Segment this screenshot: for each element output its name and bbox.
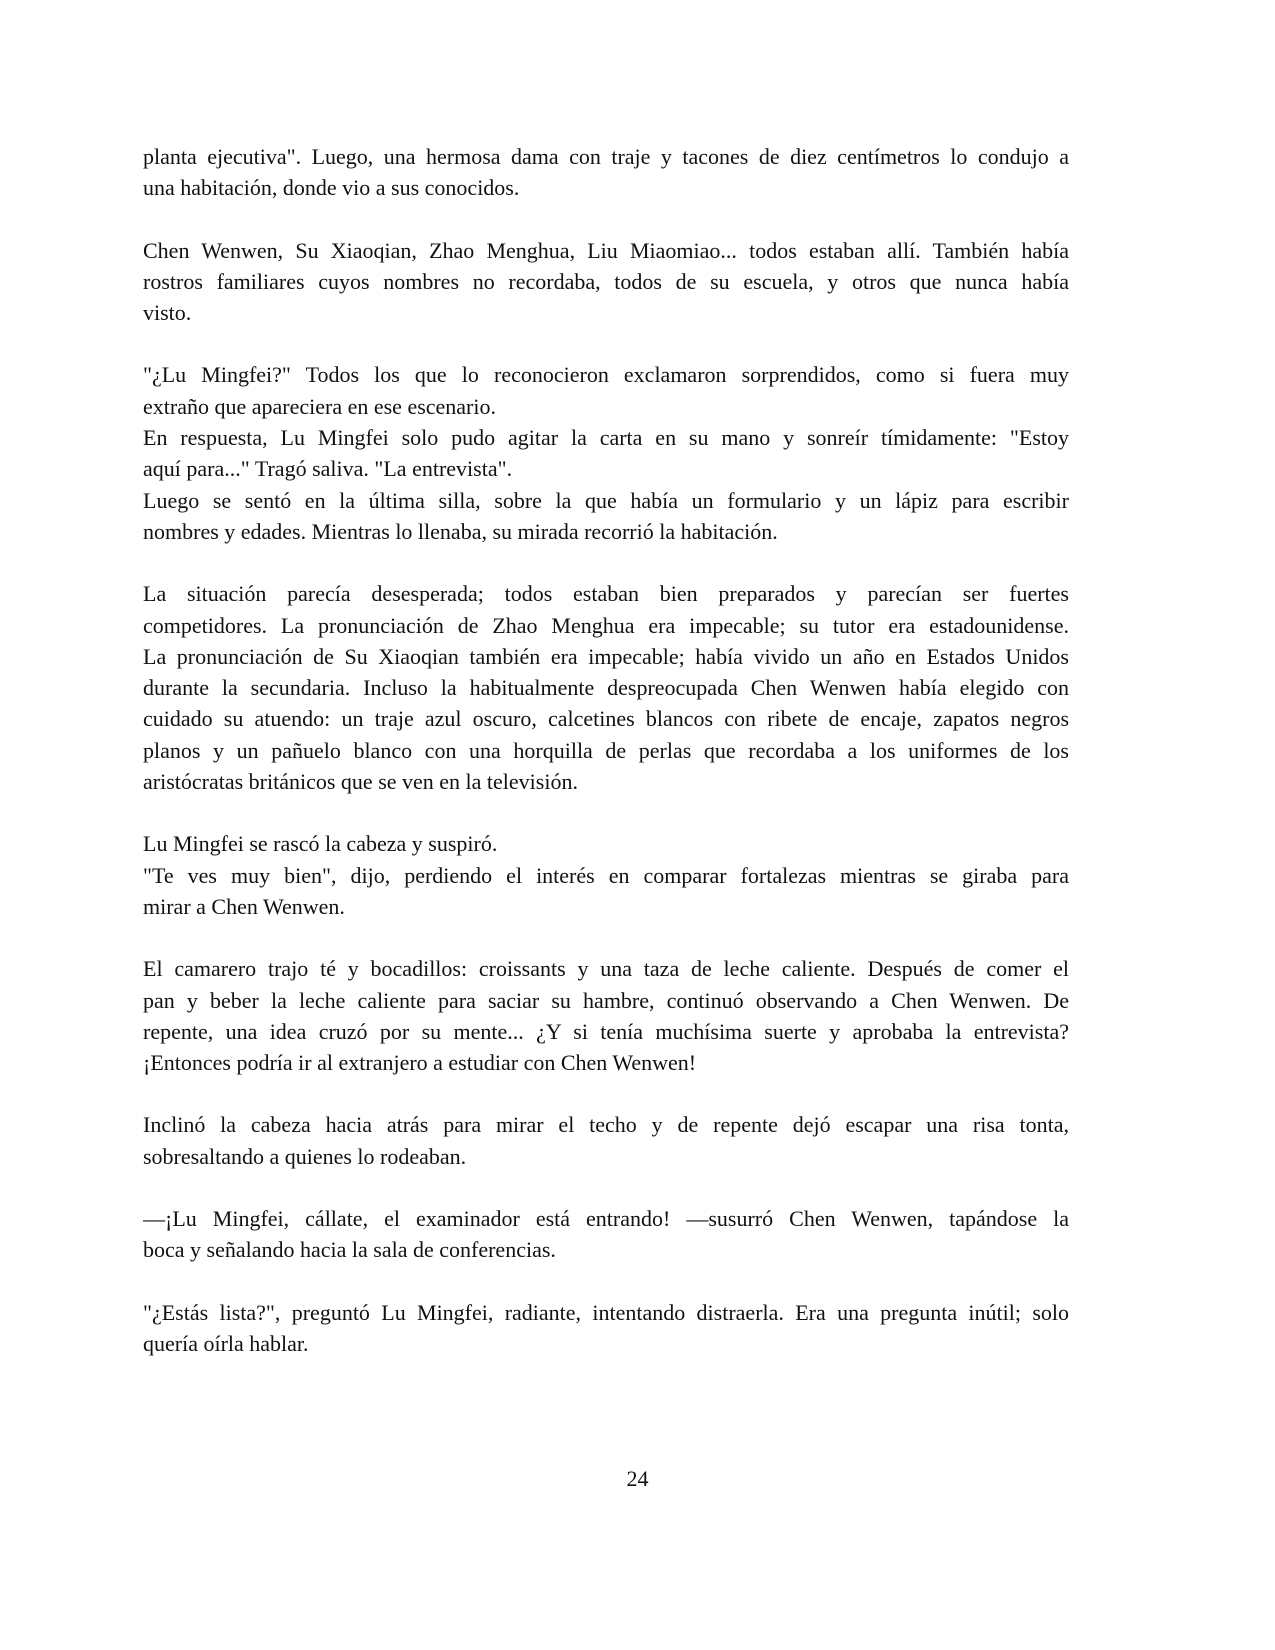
text-line: planos y un pañuelo blanco con una horquilla de perlas que recordaba a los uniformes de los <box>143 737 1069 763</box>
text-line: Lu Mingfei se rascó la cabeza y suspiró. <box>143 831 498 857</box>
paragraph <box>143 578 1069 797</box>
paragraph <box>143 953 1069 1078</box>
paragraph <box>143 485 1069 548</box>
text-line: boca y señalando hacia la sala de conferencias. <box>143 1237 556 1263</box>
paragraph-group <box>143 953 1069 1078</box>
paragraph <box>143 860 1069 923</box>
paragraph <box>143 1297 1069 1360</box>
page-body <box>143 141 1069 1390</box>
page-number: 24 <box>626 1466 649 1491</box>
text-line: En respuesta, Lu Mingfei solo pudo agitar la carta en su mano y sonreír tímidamente: "Estoy <box>143 425 1069 451</box>
text-line: Luego se sentó en la última silla, sobre la que había un formulario y un lápiz para escribir <box>143 487 1069 513</box>
paragraph <box>143 141 1069 204</box>
text-line: repente, una idea cruzó por su mente... ¿Y si tenía muchísima suerte y aprobaba la entrevista? <box>143 1018 1069 1044</box>
text-line: "Te ves muy bien", dijo, perdiendo el interés en comparar fortalezas mientras se giraba para <box>143 862 1069 888</box>
text-line: extraño que apareciera en ese escenario. <box>143 393 496 419</box>
text-line: aquí para..." Tragó saliva. "La entrevista". <box>143 456 513 482</box>
paragraph-group <box>143 578 1069 797</box>
paragraph <box>143 235 1069 329</box>
text-line: —¡Lu Mingfei, cállate, el examinador está entrando! —susurró Chen Wenwen, tapándose la <box>143 1206 1069 1232</box>
text-line: cuidado su atuendo: un traje azul oscuro, calcetines blancos con ribete de encaje, zapatos negros <box>143 706 1069 732</box>
text-line: Inclinó la cabeza hacia atrás para mirar el techo y de repente dejó escapar una risa tonta, <box>143 1112 1069 1138</box>
paragraph-group <box>143 1109 1069 1172</box>
text-line: una habitación, donde vio a sus conocidos. <box>143 175 520 201</box>
text-line: pan y beber la leche caliente para saciar su hambre, continuó observando a Chen Wenwen. De <box>143 987 1069 1013</box>
paragraph-group <box>143 828 1069 922</box>
text-line: rostros familiares cuyos nombres no recordaba, todos de su escuela, y otros que nunca había <box>143 268 1069 294</box>
text-line: Chen Wenwen, Su Xiaoqian, Zhao Menghua, Liu Miaomiao... todos estaban allí. También había <box>143 237 1069 263</box>
paragraph-group <box>143 359 1069 547</box>
paragraph <box>143 1109 1069 1172</box>
text-line: ¡Entonces podría ir al extranjero a estudiar con Chen Wenwen! <box>143 1050 697 1076</box>
text-line: "¿Estás lista?", preguntó Lu Mingfei, radiante, intentando distraerla. Era una pregunta inútil; solo <box>143 1299 1069 1325</box>
paragraph <box>143 422 1069 485</box>
text-line: aristócratas británicos que se ven en la televisión. <box>143 769 578 795</box>
text-line: El camarero trajo té y bocadillos: croissants y una taza de leche caliente. Después de comer el <box>143 956 1069 982</box>
text-line: competidores. La pronunciación de Zhao Menghua era impecable; su tutor era estadounidense. <box>143 612 1069 638</box>
text-line: nombres y edades. Mientras lo llenaba, su mirada recorrió la habitación. <box>143 518 778 544</box>
text-line: La pronunciación de Su Xiaoqian también era impecable; había vivido un año en Estados Unidos <box>143 643 1069 669</box>
text-line: durante la secundaria. Incluso la habitualmente despreocupada Chen Wenwen había elegido con <box>143 675 1069 701</box>
paragraph-group <box>143 141 1069 204</box>
text-line: sobresaltando a quienes lo rodeaban. <box>143 1143 467 1169</box>
text-line: planta ejecutiva". Luego, una hermosa dama con traje y tacones de diez centímetros lo condujo a <box>143 144 1069 169</box>
paragraph-group <box>143 235 1069 329</box>
paragraph-group <box>143 1203 1069 1266</box>
text-line: quería oírla hablar. <box>143 1330 309 1356</box>
text-line: visto. <box>143 300 192 326</box>
text-line: mirar a Chen Wenwen. <box>143 893 345 919</box>
text-line: "¿Lu Mingfei?" Todos los que lo reconocieron exclamaron sorprendidos, como si fuera muy <box>143 362 1069 388</box>
paragraph <box>143 1203 1069 1266</box>
text-line: La situación parecía desesperada; todos estaban bien preparados y parecían ser fuertes <box>143 581 1069 607</box>
paragraph <box>143 828 1069 859</box>
paragraph <box>143 359 1069 422</box>
paragraph-group <box>143 1297 1069 1360</box>
